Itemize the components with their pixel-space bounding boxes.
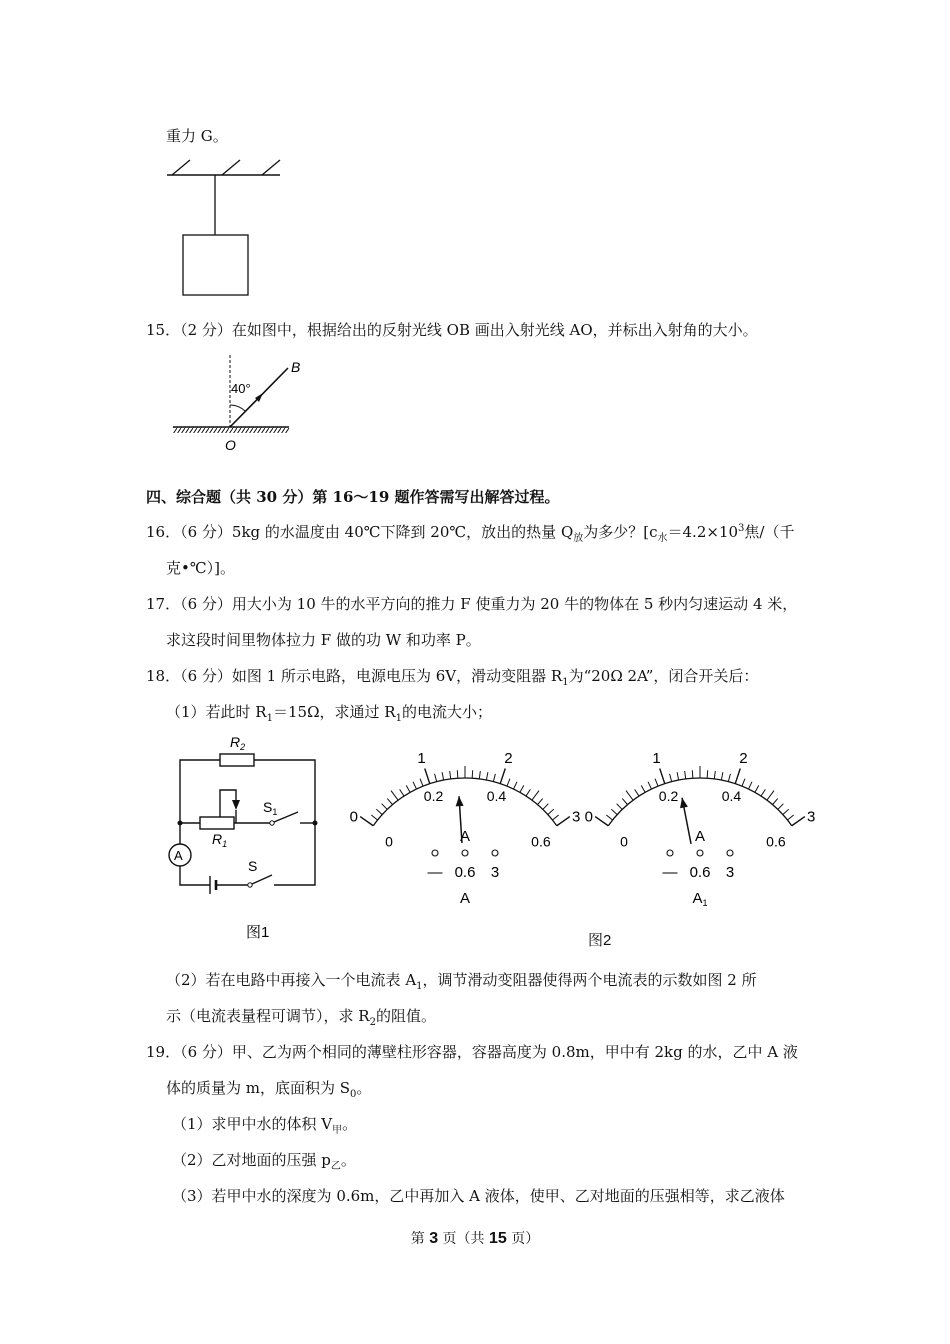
meter-a1-top-label-0: 1 (652, 750, 661, 768)
meter-a1-tick (606, 815, 612, 820)
meter-a-tick (493, 774, 495, 782)
meter-a-tick (391, 791, 398, 801)
meter-a1-tick (641, 785, 645, 792)
q18-part2-line1: （2）若在电路中再接入一个电流表 $A_1$，调节滑动变阻器使得两个电流表的示数如图 2 所 (166, 971, 757, 992)
meter-a1-tick (622, 799, 627, 805)
meter-a1-pointer-head (680, 798, 688, 809)
fig1-r2-resistor (220, 754, 254, 766)
meter-a-pointer-head (456, 796, 464, 806)
meter-a1-tick (755, 785, 759, 792)
meter-a1-tick (728, 774, 730, 782)
fig1-s-label: S (248, 858, 258, 874)
meter-a1-end-bottom-0: 0 (620, 833, 628, 850)
meter-a1-tick (787, 815, 793, 820)
meter-a-tick (552, 815, 558, 820)
meter-a1-tick (714, 771, 715, 779)
q18-part2-line2: 示（电流表量程可调节），求 $R_2$的阻值。 (166, 1007, 436, 1028)
meter-a1-tick (692, 770, 693, 778)
q19-line1: 19．（6 分）甲、乙为两个相同的薄壁柱形容器，容器高度为 0.8m，甲中有 2kg 的水，乙中 A 液 (146, 1043, 798, 1061)
meter-a1-top-label-1: 2 (739, 750, 748, 768)
q17-line2: 求这段时间里物体拉力 F 做的功 W 和功率 P。 (166, 631, 481, 649)
meter-a-terminal-1 (462, 850, 468, 856)
meter-a1-end-bottom-1: 0.6 (766, 833, 786, 850)
q19-line2: 体的质量为 m，底面积为 $S_0$。 (166, 1079, 372, 1100)
meter-a1-tick (749, 782, 752, 789)
meter-a-tick (406, 785, 410, 792)
meter-a1-terminal-label-2: 3 (725, 864, 735, 881)
meter-a1-tick (617, 804, 623, 810)
meter-a1-terminal-0 (667, 850, 673, 856)
meter-a-tick (543, 804, 549, 810)
q19-part3: （3）若甲中水的深度为 0.6m，乙中再加入 A 液体，使甲、乙对地面的压强相等，求乙液体 (172, 1187, 785, 1205)
q15-text: 15．（2 分）在如图中，根据给出的反射光线 OB 画出入射光线 AO，并标出入射角的大小。 (146, 321, 758, 339)
q15-label-o: O (225, 437, 236, 453)
meter-a-tick (376, 809, 382, 814)
meter-a-tick (520, 785, 524, 792)
meter-a1-terminal-label-0: — (662, 864, 678, 881)
meter-a1-terminal-1 (697, 850, 703, 856)
meter-a1-tick (767, 791, 774, 801)
meter-a-tick (420, 779, 423, 786)
meter-a1-tick (772, 799, 777, 805)
meter-a-bottom-label-0: 0.2 (423, 788, 444, 805)
fig1-circuit (160, 730, 330, 945)
meter-a-arc (373, 778, 556, 826)
meter-a1-tick (635, 789, 639, 796)
meter-a1-tick (626, 791, 633, 801)
meter-a1-tick (792, 817, 805, 826)
q15-reflection-figure (165, 350, 300, 460)
meter-a-top-label-0: 1 (417, 750, 426, 768)
q19-part2: （2）乙对地面的压强 $p_乙$。 (172, 1151, 356, 1172)
meter-a1-arc (608, 778, 791, 826)
meter-a-tick (537, 799, 542, 805)
meter-a-tick (486, 772, 488, 780)
meter-a1-tick (660, 768, 665, 783)
meter-a1-terminal-label-1: 0.6 (689, 864, 711, 881)
q15-label-b: B (291, 359, 301, 375)
meter-a-tick (413, 782, 416, 789)
meter-a1-unit: A (694, 828, 706, 845)
q18-part1: （1）若此时 $R_1=15\Omega$，求通过 $R_1$的电流大小； (166, 703, 492, 724)
meter-a1-tick (595, 817, 608, 826)
meter-a1-tick (742, 779, 745, 786)
page-footer: 第 3 页（共 15 页） (410, 1230, 540, 1247)
meter-a-tick (435, 774, 437, 782)
meter-a-tick (507, 779, 510, 786)
meter-a-terminal-label-2: 3 (490, 864, 500, 881)
meter-a1-tick (707, 770, 708, 778)
meter-a-tick (442, 772, 444, 780)
meter-a-tick (472, 770, 473, 778)
meter-a-end-top-0: 0 (349, 808, 358, 826)
meter-a-tick (400, 789, 404, 796)
meter-a-tick (514, 782, 517, 789)
meter-a1-tick (778, 804, 784, 810)
meter-a-name: A (459, 890, 471, 907)
fig1-ammeter-label: A (174, 848, 183, 863)
meter-a-tick (425, 768, 430, 783)
meter-a-end-bottom-1: 0.6 (531, 833, 551, 850)
meter-a1-bottom-label-1: 0.4 (721, 788, 742, 805)
q17-line1: 17．（6 分）用大小为 10 牛的水平方向的推力 F 使重力为 20 牛的物体在 5 秒内匀速运动 4 米， (146, 595, 798, 613)
fig1-r1-label: $R_1$ (212, 831, 228, 849)
q18-line1: 18．（6 分）如图 1 所示电路，电源电压为 6V，滑动变阻器 $R_1$为“20Ω 2A”，闭合开关后： (146, 667, 759, 688)
meter-a-tick (371, 815, 377, 820)
meter-a-terminal-label-0: — (427, 864, 443, 881)
fig1-r2-label: $R_2$ (230, 734, 246, 752)
meter-a-unit: A (459, 828, 471, 845)
meter-a-bottom-label-1: 0.4 (486, 788, 507, 805)
meter-a1-tick (735, 768, 740, 783)
meter-a1-terminal-2 (727, 850, 733, 856)
meter-a-tick (457, 770, 458, 778)
meter-a-tick (557, 817, 570, 826)
meter-a-tick (532, 791, 539, 801)
q14-hanging-block-figure (160, 155, 290, 305)
fig2-meter-a (349, 740, 581, 910)
meter-a1-end-top-0: 0 (584, 808, 593, 826)
meter-a1-tick (721, 772, 723, 780)
meter-a1-tick (783, 809, 789, 814)
meter-a-tick (500, 768, 505, 783)
q19-part1: （1）求甲中水的体积 $V_甲$。 (172, 1115, 358, 1136)
meter-a1-end-top-1: 3 (807, 808, 816, 826)
meter-a-tick (387, 799, 392, 805)
meter-a-end-top-1: 3 (572, 808, 581, 826)
fig2-meter-a1 (584, 740, 816, 910)
meter-a1-tick (685, 771, 686, 779)
meter-a-tick (548, 809, 554, 814)
meter-a-end-bottom-0: 0 (385, 833, 393, 850)
q16-line2: 克•℃）]。 (166, 559, 235, 577)
meter-a1-name: $A_1$ (692, 890, 708, 908)
meter-a1-tick (655, 779, 658, 786)
q16-line1: 16．（6 分）5kg 的水温度由 40℃下降到 20℃，放出的热量 $Q_放$为多少？[$c_水=4.2\times 10^3$焦/（千 (146, 523, 795, 544)
meter-a1-tick (648, 782, 651, 789)
meter-a1-tick (670, 774, 672, 782)
meter-a-tick (526, 789, 530, 796)
meter-a-tick (360, 817, 373, 826)
fig1-s1-label: $S_1$ (263, 799, 278, 817)
meter-a-terminal-0 (432, 850, 438, 856)
meter-a-tick (450, 771, 451, 779)
meter-a-top-label-1: 2 (504, 750, 513, 768)
meter-a-terminal-2 (492, 850, 498, 856)
meter-a-terminal-label-1: 0.6 (454, 864, 476, 881)
q14-tail: 重力 G。 (166, 127, 228, 145)
fig1-caption: 图1 (246, 924, 270, 941)
fig2-caption: 图2 (588, 932, 612, 949)
meter-a1-bottom-label-0: 0.2 (658, 788, 679, 805)
fig1-r1-resistor (200, 817, 234, 829)
meter-a-tick (479, 771, 480, 779)
section4-heading: 四、综合题（共 30 分）第 16～19 题作答需写出解答过程。 (146, 488, 560, 506)
meter-a1-tick (677, 772, 679, 780)
q15-angle-label: 40° (231, 381, 251, 396)
meter-a1-tick (761, 789, 765, 796)
meter-a-tick (382, 804, 388, 810)
meter-a1-tick (611, 809, 617, 814)
